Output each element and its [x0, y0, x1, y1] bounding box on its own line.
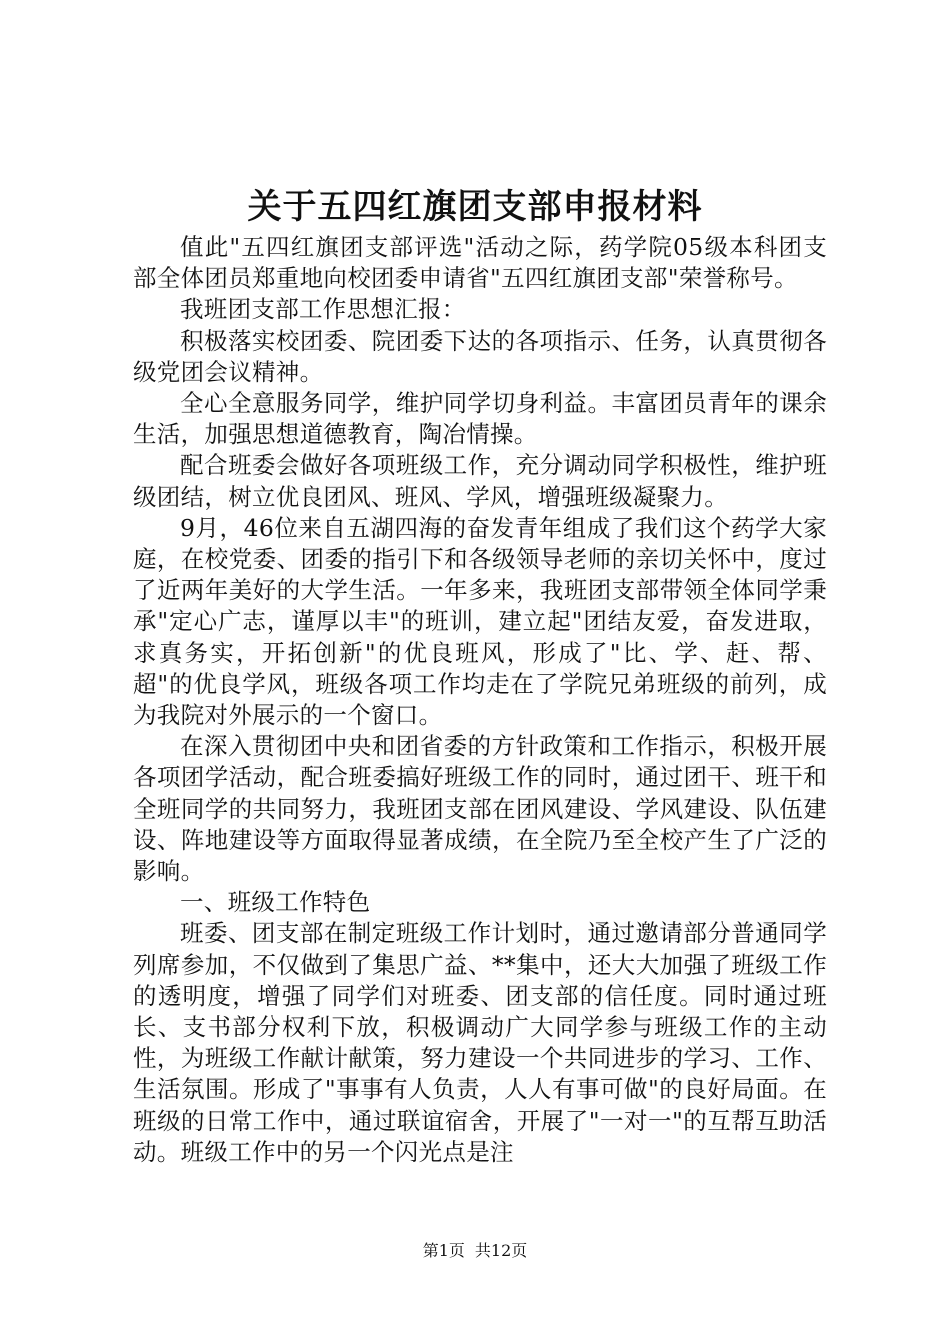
document-body	[133, 232, 827, 1168]
paragraph: 我班团支部工作思想汇报：	[180, 295, 466, 324]
page-number: 第1页	[422, 1241, 465, 1260]
paragraph: 全心全意服务同学，维护同学切身利益。丰富团员青年的课余生活，加强思想道德教育，陶冶情操。	[133, 389, 827, 449]
paragraph: 9月，46位来自五湖四海的奋发青年组成了我们这个药学大家庭，在校党委、团委的指引下和各级领导老师的亲切关怀中，度过了近两年美好的大学生活。一年多来，我班团支部带领全体同学秉承"定心广志，谨厚以丰"的班训，建立起"团结友爱，奋发进取，求真务实，开拓创新"的优良班风，形成了"比、学、赶、帮、超"的优良学风，班级各项工作均走在了学院兄弟班级的前列，成为我院对外展示的一个窗口。	[133, 513, 827, 730]
paragraph: 值此"五四红旗团支部评选"活动之际，药学院05级本科团支部全体团员郑重地向校团委申请省"五四红旗团支部"荣誉称号。	[133, 233, 827, 293]
paragraph: 在深入贯彻团中央和团省委的方针政策和工作指示，积极开展各项团学活动，配合班委搞好班级工作的同时，通过团干、班干和全班同学的共同努力，我班团支部在团风建设、学风建设、队伍建设、阵地建设等方面取得显著成绩，在全院乃至全校产生了广泛的影响。	[133, 732, 827, 886]
document-title: 关于五四红旗团支部申报材料	[247, 187, 703, 227]
page-footer	[0, 1240, 950, 1262]
section-heading: 一、班级工作特色	[180, 888, 371, 917]
paragraph: 积极落实校团委、院团委下达的各项指示、任务，认真贯彻各级党团会议精神。	[133, 326, 827, 386]
paragraph: 班委、团支部在制定班级工作计划时，通过邀请部分普通同学列席参加，不仅做到了集思广益、**集中，还大大加强了班级工作的透明度，增强了同学们对班委、团支部的信任度。同时通过班长、支书部分权利下放，积极调动广大同学参与班级工作的主动性，为班级工作献计献策，努力建设一个共同进步的学习、工作、生活氛围。形成了"事事有人负责，人人有事可做"的良好局面。在班级的日常工作中，通过联谊宿舍，开展了"一对一"的互帮互助活动。班级工作中的另一个闪光点是注	[133, 919, 827, 1166]
paragraph: 配合班委会做好各项班级工作，充分调动同学积极性，维护班级团结，树立优良团风、班风、学风，增强班级凝聚力。	[133, 451, 827, 511]
page-total: 共12页	[474, 1241, 528, 1260]
